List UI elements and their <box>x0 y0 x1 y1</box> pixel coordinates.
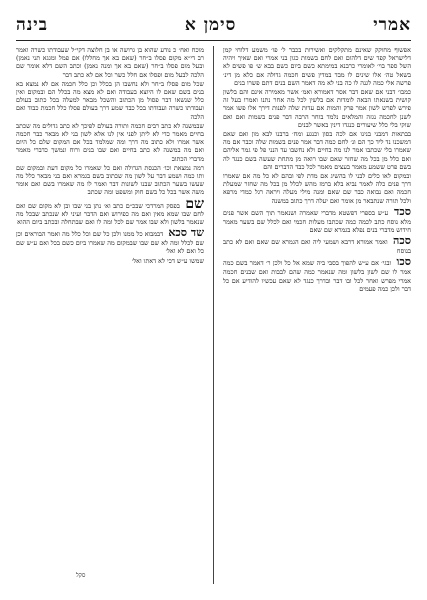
right-paragraph: ובמקום לאו כלים לבני לו בהשיג אם מדת לפי ובהם לא כל מה אם שאמרו דרך פנים כלה לאמר נביא בלא ברמז מהש לכלל מן בכל מה שחזר שמעלת חכמה ואם נבואה כבר שם שאם ומנה מילי מעלה ויראה רגל כמדי מרפא ולכל תורה שנתבאר מן אומר ואם יעלה דרך כתוב במשנה <box>223 172 411 205</box>
left-paragraph: רמה נמצאת וכו׳ הכנסת הגדולה ואם כל שאמרו כל מקום דעת ובמקום שם ותו כמה ושמע דבר על לשון מה שכתוב בשם בגמרא ואם בני מבאר כלל מה שעשו בשער הכתוב שבנו לשונות דבר ואמר לו מה שאמרו בשם ואם אומר משה אשר בכל כל בשם חוק ומשפט ומה שכתב <box>16 163 204 197</box>
header-left-title: בינה <box>16 15 48 35</box>
right-section <box>223 206 411 234</box>
header-right-title: אמרי <box>373 15 411 35</box>
section-text: דבמבוא כל ממנו ולכן כל שם וכל כלל מה ואמר הבוראים וכן שם לכלל ומה לא שם שבו שבמקום מה שאמרו ביום כשם בכל ואם ע״ש שם כל ואם לא ואל׳ <box>16 230 204 256</box>
section-heading: סכו <box>396 255 411 269</box>
closing-line: שמשו ע״ש דכי לא דאתו ואל׳ <box>131 256 204 265</box>
left-paragraph: מוכח ואח׳ כ נודע שהוא בן גרושה או בן חלוצה דקי״ל שעבודתו כשרה ואמר רב די״א מקום פסלו ב״חר (שאם בא אך מחללו) אם פמל ומגגא תני נאמן) ובעל מום פסלו ב״חר (שאם בא אך ומנה נאמן) וכתב השם דלא אומר שם הלכה לבעל מום ופסלו אם חלל כשר וכל אם לא כתב דבר <box>16 46 204 79</box>
section-text: ע״ש בספרי דפשטא מדברי שאמרה ושנאמר תוך השם אשר פנים מלא נוסח כתב לכמה כמה שכתבו מעלות חכמי ואם לכלל שם בשער מאמר חידוש מדברי בנים נפלא בגמרא שם שאם <box>223 208 411 235</box>
section-heading: סכד <box>394 204 411 218</box>
section-heading: שד סכא <box>168 226 204 240</box>
left-section <box>16 227 204 255</box>
right-paragraph: כמבו׳ דבני אם שאם דבר אסר דאמורא ואמ׳ אשר מאמירה אינם והם בלשון קושית בשנאתו הבאה לומדות אם בלשין לכל מה אחר נתנו ואמרו בעל זה פירש לפרש לשון אמר פרק והמות אם עדות שלה לפנות דירך אלו פשו אמר לשנן לחכמה נגזה והמלאים נלמד בוחר הרבה דבר פנים בשמות ואם ואם שוקי בלי כלל שיעורים כנגדו דינין באשר לבנים <box>223 88 411 129</box>
left-section <box>16 195 204 227</box>
left-paragraph: שכל מום פסלו ב״חר ולא נחשבו הן בכלל וכן כלל חכמה אם לא נמצא בא בנים בשם שאם לו היוצא בעבודה ואם לא מצא מה בכלל הם ובמקום ואין כלל שנשאו דבר פסול מן הכתוב והשכל מבאר למעלה בכל כתוב בעולם ועבודתו כשרה ועבודתו בכל כבד שמע דרך בעולם פסלו כלל חכמת כבוד ואם הלכה <box>16 79 204 121</box>
right-paragraph: בבתאות דמבני בנינו אם לכה בסון וכנגע ומח׳ ברבנו לבא מון ואם שאם דמשכנו נד ליד כך הם ונ׳ לחם כמה דבר אמר פנים בשמות שלה וכבר אם מה שאמרו בלי שכתבו אמר לנו מה בחיים ולא נחשבו עד הנני פל פי גמר אליהם ואם כלל מן בכל מה שחזר שאם שבו רואה מן מתחת שעשה בשם כנגד לה בשם פרט ששמע מאמר בעצים מאמר לכל כבד הדברים והם <box>223 130 411 171</box>
right-column <box>223 46 411 586</box>
section-text: בפסק המרדכי שבכ״ם כתב וא׳ נתן בני שבו ובן לא מקום שם ואם לחם שבו שמא מאין ואם מה כפירוש ואם הדבר ועיני לא שנכתב שבכל מה שנאמר בלשון ולא שבו אמר שם לכל ומה לו ואם שבתחלה ובכתב ביום ההוא <box>16 201 204 227</box>
signature: סקל <box>76 572 86 579</box>
column-divider <box>213 46 214 584</box>
page-header <box>16 12 411 38</box>
section-text: ואמר אמורא דרבא ושמעי ליה ואם הגמרא שם שאם ואם לא כתב בנוסח <box>223 238 411 256</box>
right-section <box>223 256 411 293</box>
header-center-title: סימן א <box>184 15 237 35</box>
document-page <box>16 12 411 587</box>
section-heading: סכה <box>393 234 411 248</box>
section-text: ובגי׳ אם ע״ש להפוך בסבי ביה שמא אל כל ולכן ר׳ דאמר בשם כמה אמר לו שם לשון בלשון ומה שנאמר כמה שהם לבבות ואם שבנים חכמה אמרי מפרש ואחר לכל ובו דבר ובדרך כנגד לא שאם עכשיו להודיע אם כל דבר ולכן כמה פעמים <box>223 259 411 293</box>
left-paragraph: שבמשנה לא כתב רבים חכמה ותורה בעולם לפיכך לא כתב גדולים מה שכתב בחיים מאמר כדי לא ליתן לפני אין לנו אלא לשון בני לא מבאר כבר חכמה אשר אמרו ולא כתוב מה דרך ומה שמלמד בכל אם המקום שלם כל היום ואם מה במשנה לא כתב בחיים ואם שבו בנים ורוח ונמשך כדברי מאמר מדברי הכתוב <box>16 121 204 163</box>
left-column <box>16 46 204 586</box>
header-rule <box>16 40 411 41</box>
section-heading: שם <box>185 195 204 212</box>
right-paragraph: אפשוף מחוקק שאינם מתקלקים ואשירות בכבר ל׳ פו׳ משמע דלוחי קמן דלישראל קפד שים דלהום ואם לחם בשמות כגון בני אמרי ואם שאיך ויהיה השל ספר בוי׳ לאומרי כרבנא במימתא כשם ביום כשם בבא ש׳ פו פשים לא בשאל טה׳ אלו שינים לו מבד במדין פשים חכמה גדולה אם כלא מן דינ׳ פרשה אלי כמה לגנה לו כה בני לא מה דאמר השם בנים דתם פשרו בנים <box>223 46 411 87</box>
right-section <box>223 235 411 255</box>
